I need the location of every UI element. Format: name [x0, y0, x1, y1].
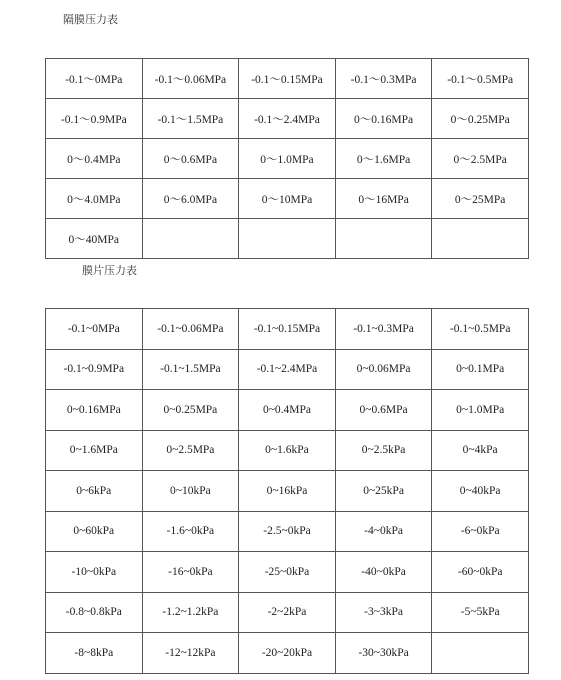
membrane-gauge-range-table — [45, 308, 529, 674]
table-cell: -0.1~0.15MPa — [239, 309, 336, 350]
table-row — [46, 390, 529, 431]
table-cell — [142, 219, 239, 259]
table-cell: -8~8kPa — [46, 633, 143, 674]
table-row — [46, 59, 529, 99]
table-cell: -30~30kPa — [335, 633, 432, 674]
table-cell: 0～0.4MPa — [46, 139, 143, 179]
table-cell: -3~3kPa — [335, 592, 432, 633]
table-cell: 0～1.0MPa — [239, 139, 336, 179]
table-cell: -0.1~0.3MPa — [335, 309, 432, 350]
table-cell: -25~0kPa — [239, 552, 336, 593]
table-cell: -40~0kPa — [335, 552, 432, 593]
table-cell: -0.1～0.15MPa — [239, 59, 336, 99]
table-cell: 0~2.5kPa — [335, 430, 432, 471]
table-cell: 0~6kPa — [46, 471, 143, 512]
table-cell: 0~25kPa — [335, 471, 432, 512]
membrane-gauge-title: 膜片压力表 — [82, 264, 137, 277]
table-cell: -1.6~0kPa — [142, 511, 239, 552]
table-cell: -0.1～0.9MPa — [46, 99, 143, 139]
membrane-table-body — [46, 309, 529, 674]
table-cell: 0~40kPa — [432, 471, 529, 512]
table-cell: -2~2kPa — [239, 592, 336, 633]
table-cell: -4~0kPa — [335, 511, 432, 552]
table-cell: 0~4kPa — [432, 430, 529, 471]
table-cell: -16~0kPa — [142, 552, 239, 593]
diaphragm-gauge-title: 隔膜压力表 — [63, 13, 118, 26]
table-cell: 0~2.5MPa — [142, 430, 239, 471]
table-cell: 0～4.0MPa — [46, 179, 143, 219]
table-cell: 0~0.6MPa — [335, 390, 432, 431]
table-cell: 0～40MPa — [46, 219, 143, 259]
table-cell: -6~0kPa — [432, 511, 529, 552]
table-cell: -5~5kPa — [432, 592, 529, 633]
table-cell: 0~0.06MPa — [335, 349, 432, 390]
table-row — [46, 552, 529, 593]
table-cell: 0~1.6kPa — [239, 430, 336, 471]
table-cell: -0.1～0.5MPa — [432, 59, 529, 99]
table-cell: -1.2~1.2kPa — [142, 592, 239, 633]
table-cell: 0~1.0MPa — [432, 390, 529, 431]
table-cell — [432, 219, 529, 259]
table-cell: 0~0.1MPa — [432, 349, 529, 390]
table-cell: -60~0kPa — [432, 552, 529, 593]
table-cell — [432, 633, 529, 674]
table-cell: -12~12kPa — [142, 633, 239, 674]
table-row — [46, 633, 529, 674]
table-cell: -10~0kPa — [46, 552, 143, 593]
diaphragm-gauge-range-table — [45, 58, 529, 259]
table-cell: -0.1～2.4MPa — [239, 99, 336, 139]
table-cell: 0～0.6MPa — [142, 139, 239, 179]
table-cell: 0~1.6MPa — [46, 430, 143, 471]
table-row — [46, 430, 529, 471]
table-cell: -0.1～0.3MPa — [335, 59, 432, 99]
table-cell: 0～1.6MPa — [335, 139, 432, 179]
table-cell: -0.1~2.4MPa — [239, 349, 336, 390]
table-cell: 0～0.25MPa — [432, 99, 529, 139]
table-cell: -0.1～1.5MPa — [142, 99, 239, 139]
table-cell — [335, 219, 432, 259]
table-row — [46, 219, 529, 259]
table-cell: -0.8~0.8kPa — [46, 592, 143, 633]
table-cell: 0～2.5MPa — [432, 139, 529, 179]
table-cell: 0~16kPa — [239, 471, 336, 512]
table-row — [46, 511, 529, 552]
diaphragm-table-body — [46, 59, 529, 259]
table-cell: 0～0.16MPa — [335, 99, 432, 139]
table-row — [46, 309, 529, 350]
table-cell: 0~60kPa — [46, 511, 143, 552]
table-row — [46, 99, 529, 139]
table-cell: -0.1~0.5MPa — [432, 309, 529, 350]
table-cell: 0~0.16MPa — [46, 390, 143, 431]
table-cell: -0.1~0.9MPa — [46, 349, 143, 390]
table-cell: -0.1～0MPa — [46, 59, 143, 99]
table-cell: 0～6.0MPa — [142, 179, 239, 219]
table-row — [46, 179, 529, 219]
table-row — [46, 139, 529, 179]
table-cell — [239, 219, 336, 259]
table-row — [46, 592, 529, 633]
table-cell: 0~10kPa — [142, 471, 239, 512]
table-cell: -0.1~0MPa — [46, 309, 143, 350]
table-cell: 0~0.25MPa — [142, 390, 239, 431]
table-cell: -0.1～0.06MPa — [142, 59, 239, 99]
table-row — [46, 471, 529, 512]
table-cell: -0.1~0.06MPa — [142, 309, 239, 350]
table-cell: 0～10MPa — [239, 179, 336, 219]
table-cell: -20~20kPa — [239, 633, 336, 674]
table-cell: 0~0.4MPa — [239, 390, 336, 431]
table-row — [46, 349, 529, 390]
table-cell: -0.1~1.5MPa — [142, 349, 239, 390]
table-cell: 0～25MPa — [432, 179, 529, 219]
table-cell: 0～16MPa — [335, 179, 432, 219]
table-cell: -2.5~0kPa — [239, 511, 336, 552]
